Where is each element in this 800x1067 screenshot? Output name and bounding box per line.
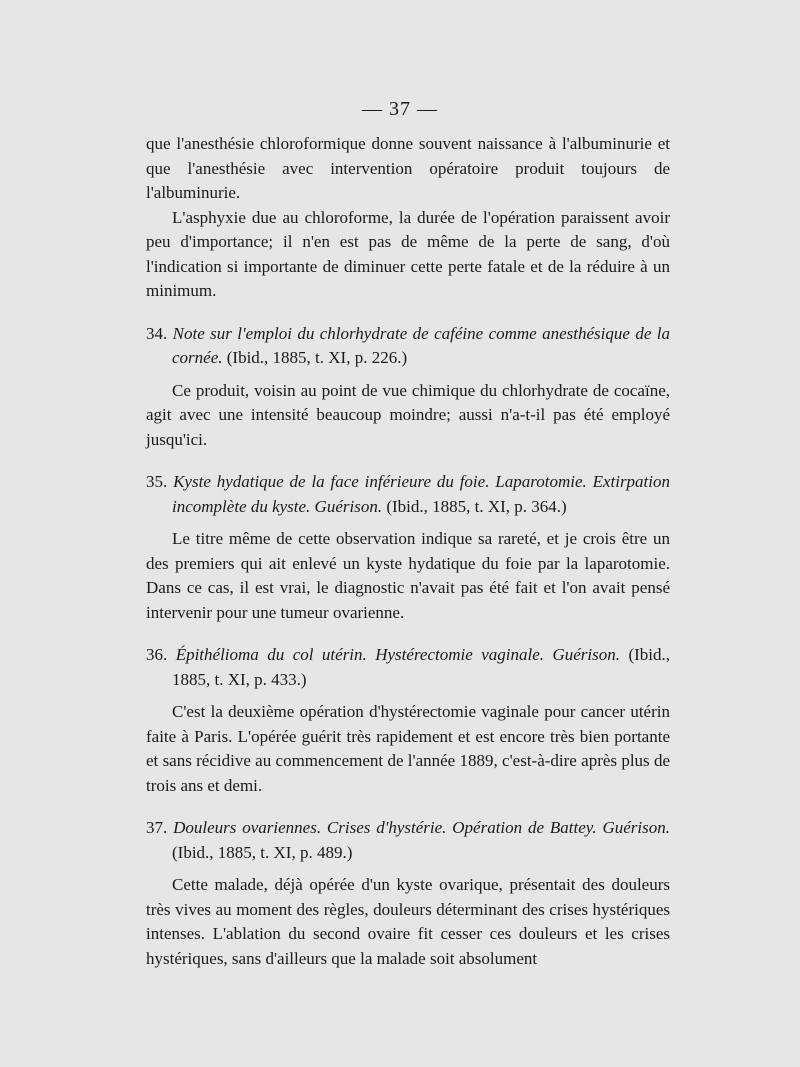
- entry-number: 35.: [146, 472, 168, 491]
- entry-number: 36.: [146, 645, 168, 664]
- entry-title: Épithélioma du col utérin. Hystérectomie vaginale. Guérison.: [175, 645, 620, 664]
- intro-paragraph-2: L'asphyxie due au chloroforme, la durée de l'opération paraissent avoir peu d'importance; il n'en est pas de même de la perte de sang, d'où l'indication si importante de diminuer cette perte fatale et de la réduire à un minimum.: [146, 207, 670, 300]
- entry-35-body: Le titre même de cette observation indique sa rareté, et je crois être un des premiers qui ait enlevé un kyste hydatique du foie par la laparotomie. Dans ce cas, il est vrai, le diagnostic n'avait pas été fait et l'on avait pensé intervenir pour une tumeur ovarienne.: [146, 529, 670, 622]
- entry-reference: (Ibid., 1885, t. XI, p. 489.): [172, 842, 353, 862]
- entry-reference: (Ibid., 1885, t. XI, p. 364.): [386, 496, 567, 516]
- entry-35-heading: [146, 470, 670, 519]
- entry-title: Kyste hydatique de la face inférieure du foie. Laparotomie. Extirpation incomplète du kyste. Guérison.: [172, 472, 671, 516]
- entry-37-heading: [146, 816, 670, 865]
- entry-36-body: C'est la deuxième opération d'hystérectomie vaginale pour cancer utérin faite à Paris. L'opérée guérit très rapidement et est encore très bien portante et sans récidive au commencement de l'année 1889, c'est-à-dire après plus de trois ans et demi.: [146, 702, 670, 795]
- entry-number: 34.: [146, 323, 168, 343]
- entry-36-heading: [146, 643, 670, 692]
- entry-37-body: Cette malade, déjà opérée d'un kyste ovarique, présentait des douleurs très vives au moment des règles, douleurs déterminant des crises hystériques intenses. L'ablation du second ovaire fit cesser ces douleurs et les crises hystériques, sans d'ailleurs que la malade soit absolument: [146, 875, 670, 968]
- entry-34-heading: [146, 322, 670, 371]
- entry-number: 37.: [146, 818, 168, 837]
- entry-title: Note sur l'emploi du chlorhydrate de caféine comme anesthésique de la cornée.: [172, 323, 671, 367]
- entry-reference: (Ibid., 1885, t. XI, p. 226.): [226, 348, 408, 367]
- entry-reference: (Ibid., 1885, t. XI, p. 433.): [172, 645, 670, 689]
- intro-paragraph-1: que l'anesthésie chloroformique donne souvent naissance à l'albuminurie et que l'anesthésie avec intervention opératoire produit toujours de l'albuminurie.: [146, 134, 670, 202]
- page-number: — 37 —: [362, 98, 438, 120]
- text-body: [146, 132, 670, 971]
- entry-34-body: Ce produit, voisin au point de vue chimique du chlorhydrate de cocaïne, agit avec une intensité beaucoup moindre; aussi n'a-t-il pas été employé jusqu'ici.: [146, 380, 670, 449]
- entry-title: Douleurs ovariennes. Crises d'hystérie. Opération de Battey. Guérison.: [173, 818, 671, 837]
